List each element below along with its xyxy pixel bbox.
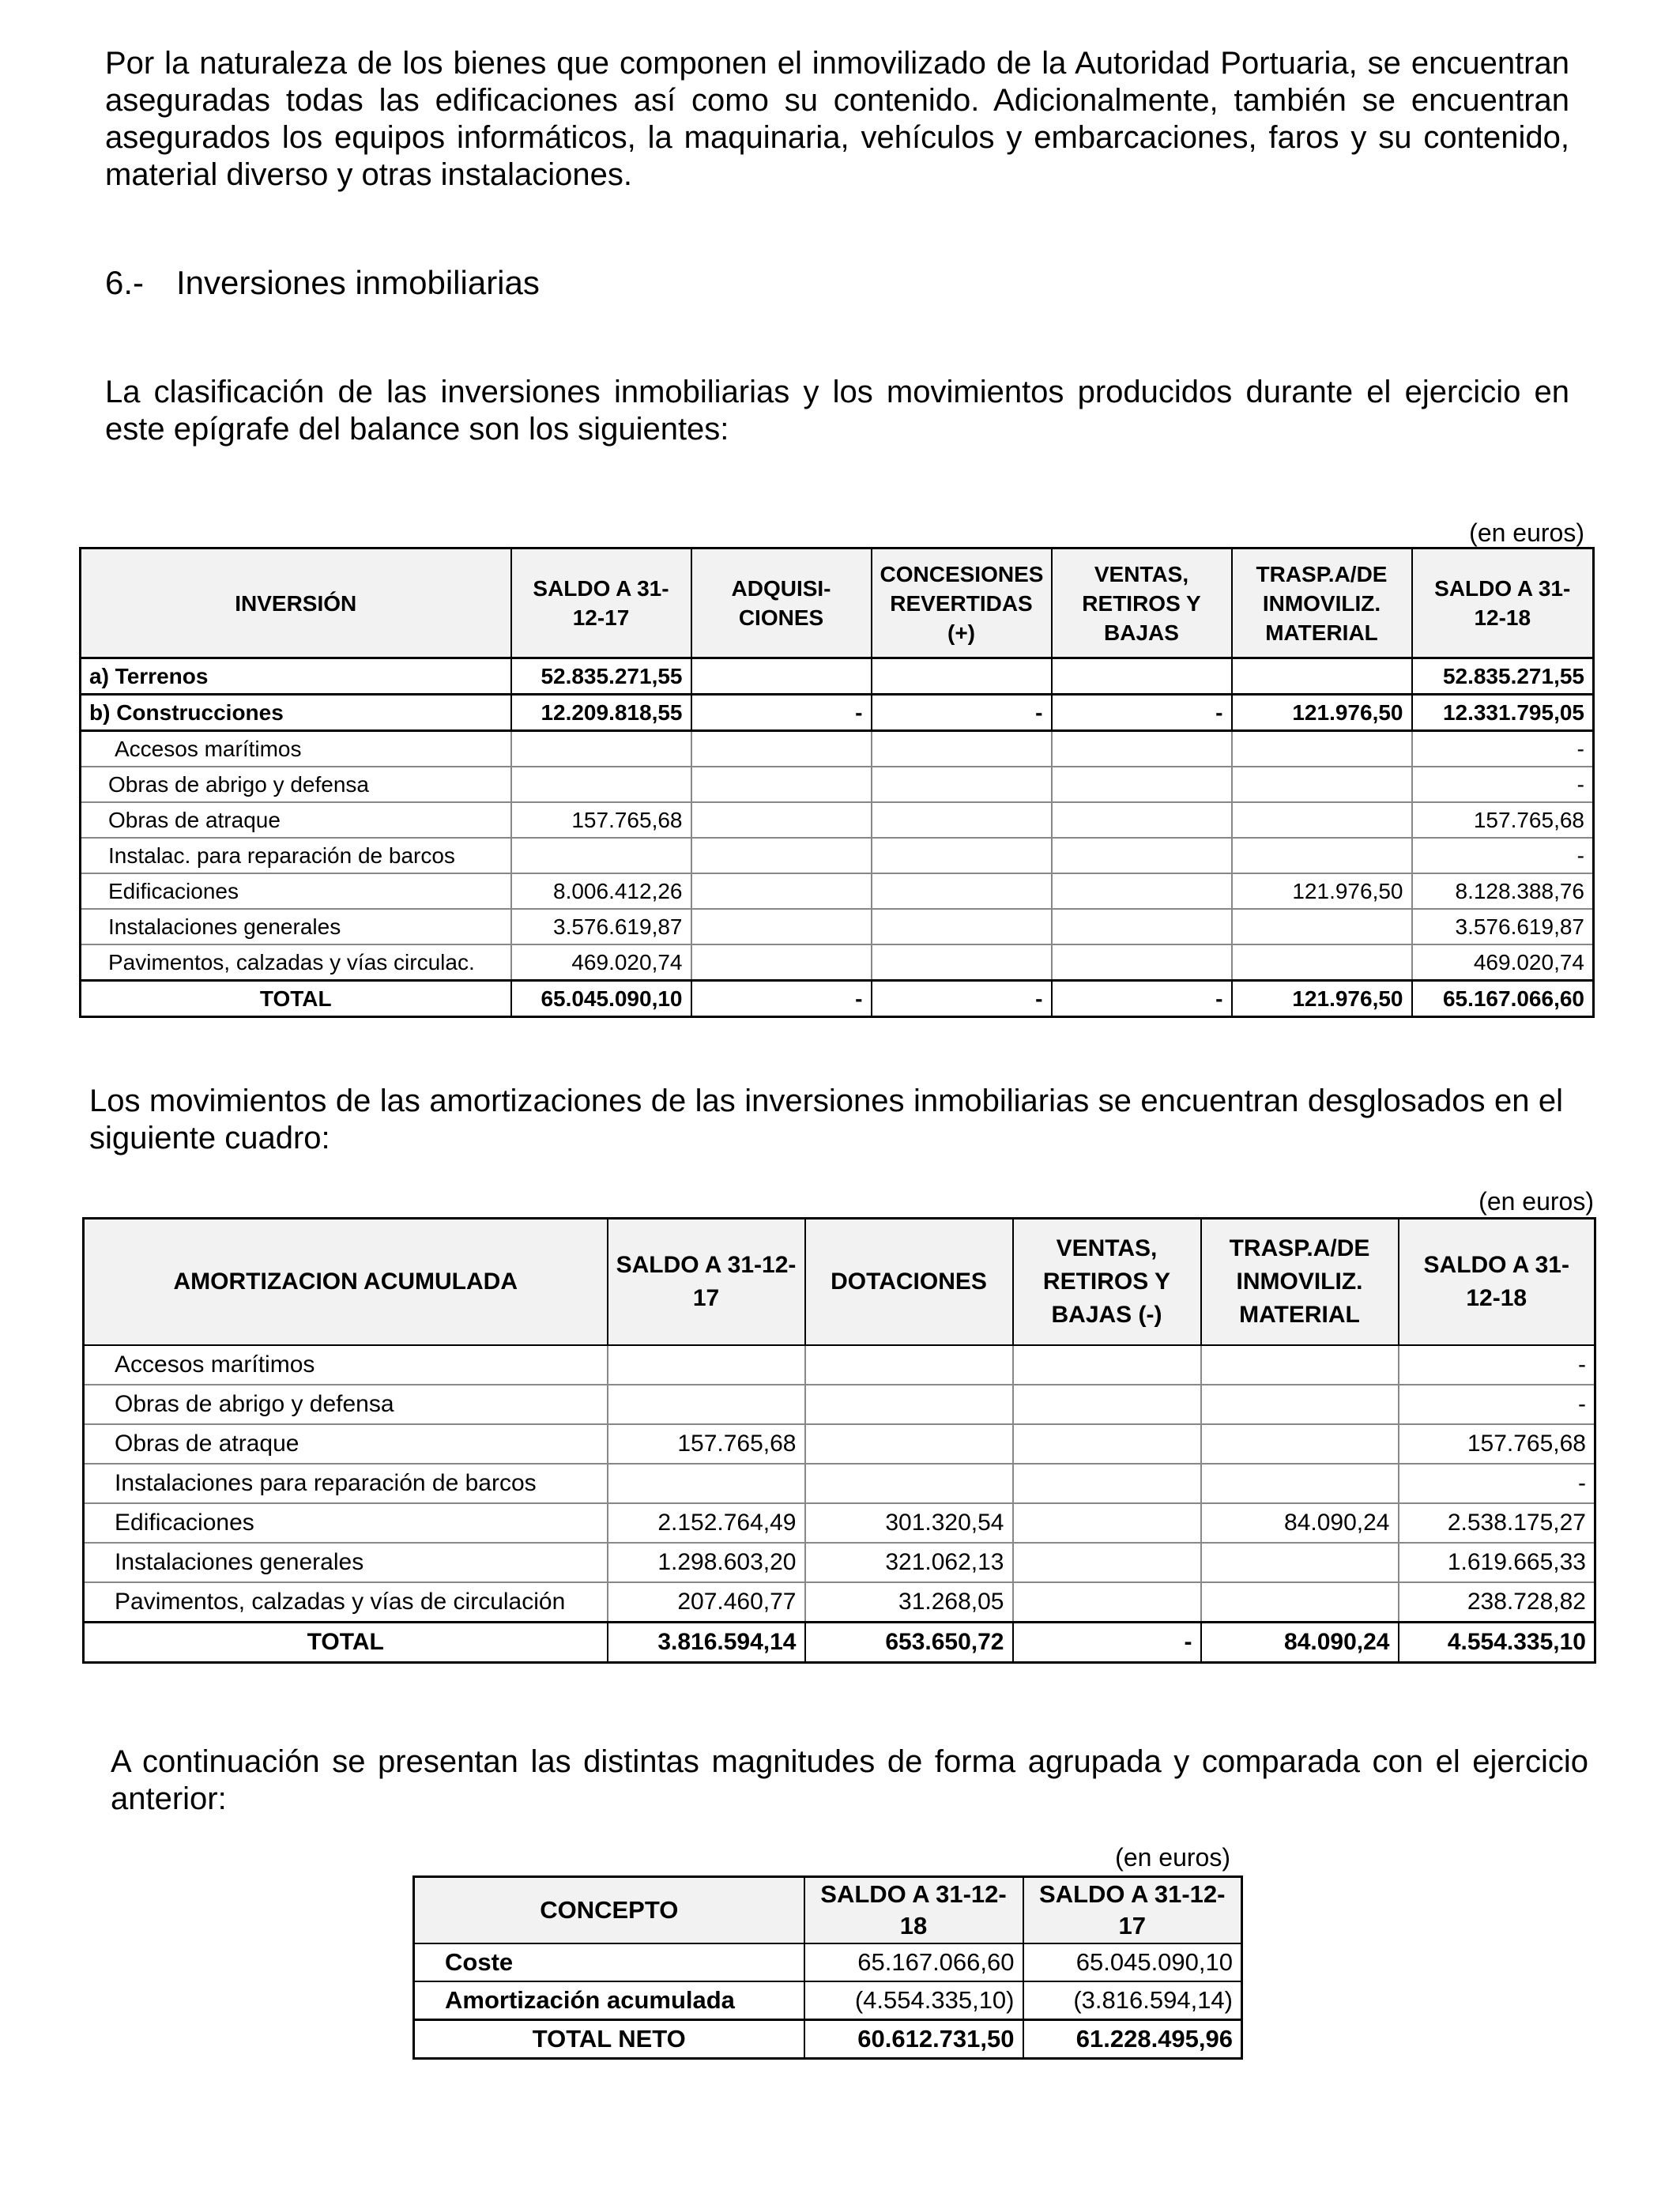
table-row: Edificaciones 2.152.764,49 301.320,54 84.090,24 2.538.175,27 — [84, 1503, 1595, 1543]
header-ventas: VENTAS, RETIROS Y BAJAS — [1052, 548, 1232, 658]
table-row: Instalac. para reparación de barcos - — [81, 838, 1594, 873]
header-amortizacion: AMORTIZACION ACUMULADA — [84, 1219, 608, 1346]
section-title: Inversiones inmobiliarias — [176, 264, 540, 301]
table-row: Obras de abrigo y defensa - — [84, 1385, 1595, 1424]
table-row: Pavimentos, calzadas y vías circulac. 469.020,74 469.020,74 — [81, 944, 1594, 981]
summary-table — [412, 1875, 1243, 2060]
header-saldo-18: SALDO A 31-12-18 — [804, 1877, 1023, 1944]
table1-unit: (en euros) — [1469, 518, 1584, 547]
table-row: Instalaciones para reparación de barcos - — [84, 1464, 1595, 1503]
header-inversion: INVERSIÓN — [81, 548, 511, 658]
table3-unit: (en euros) — [1115, 1843, 1230, 1872]
row-label: Obras de atraque — [84, 1424, 608, 1464]
header-saldo-17: SALDO A 31-12-17 — [1023, 1877, 1242, 1944]
row-label: Pavimentos, calzadas y vías de circulación — [84, 1582, 608, 1623]
section-number: 6.- — [105, 264, 145, 301]
paragraph-classification: La clasificación de las inversiones inmobiliarias y los movimientos producidos durante el ejercicio en este epígrafe del balance son los siguientes: — [105, 375, 1569, 447]
row-label: Obras de atraque — [81, 802, 511, 838]
header-concesiones: CONCESIONES REVERTIDAS (+) — [872, 548, 1052, 658]
row-label: Instalaciones generales — [84, 1543, 608, 1582]
table-row: a) Terrenos 52.835.271,55 52.835.271,55 — [81, 658, 1594, 695]
paragraph-comparison: A continuación se presentan las distintas magnitudes de forma agrupada y comparada con el ejercicio anterior: — [111, 1744, 1588, 1816]
investment-table — [79, 547, 1595, 1018]
row-label: Pavimentos, calzadas y vías circulac. — [81, 944, 511, 981]
header-saldo-17: SALDO A 31-12-17 — [608, 1219, 805, 1346]
header-saldo-18: SALDO A 31-12-18 — [1399, 1219, 1595, 1346]
table-header-row — [81, 548, 1594, 658]
row-label: Coste — [414, 1943, 804, 1981]
table-row: Accesos marítimos - — [81, 731, 1594, 767]
total-row: TOTAL NETO 60.612.731,50 61.228.495,96 — [414, 2020, 1242, 2059]
row-label: Obras de abrigo y defensa — [81, 767, 511, 802]
table2-unit: (en euros) — [1478, 1187, 1594, 1216]
total-row: TOTAL 65.045.090,10 - - - 121.976,50 65.167.066,60 — [81, 981, 1594, 1017]
table-row: Accesos marítimos - — [84, 1345, 1595, 1385]
row-label: TOTAL NETO — [414, 2020, 804, 2059]
header-traspasos: TRASP.A/DE INMOVILIZ. MATERIAL — [1201, 1219, 1399, 1346]
table-row: Coste 65.167.066,60 65.045.090,10 — [414, 1943, 1242, 1981]
row-label: Instalaciones para reparación de barcos — [84, 1464, 608, 1503]
row-label: Obras de abrigo y defensa — [84, 1385, 608, 1424]
intro-paragraph: Por la naturaleza de los bienes que componen el inmovilizado de la Autoridad Portuaria, se encuentran aseguradas todas las edificaciones así como su contenido. Adicionalmente, también se encuentran asegurados los equipos informáticos, la maquinaria, vehículos y embarcaciones, faros y su contenido, material diverso y otras instalaciones. — [105, 46, 1569, 192]
row-label: Edificaciones — [81, 873, 511, 909]
section-heading — [105, 263, 540, 303]
row-label: b) Construcciones — [81, 695, 511, 731]
header-traspasos: TRASP.A/DE INMOVILIZ. MATERIAL — [1232, 548, 1412, 658]
table-row: Instalaciones generales 1.298.603,20 321.062,13 1.619.665,33 — [84, 1543, 1595, 1582]
row-label: TOTAL — [81, 981, 511, 1017]
row-label: Instalaciones generales — [81, 909, 511, 944]
table-row: Edificaciones 8.006.412,26 121.976,50 8.128.388,76 — [81, 873, 1594, 909]
table-row: b) Construcciones 12.209.818,55 - - - 121.976,50 12.331.795,05 — [81, 695, 1594, 731]
table-row: Obras de abrigo y defensa - — [81, 767, 1594, 802]
header-adquisiciones: ADQUISI- CIONES — [691, 548, 872, 658]
table-row: Amortización acumulada (4.554.335,10) (3.816.594,14) — [414, 1981, 1242, 2020]
amortization-table — [82, 1217, 1596, 1664]
row-label: Edificaciones — [84, 1503, 608, 1543]
row-label: Amortización acumulada — [414, 1981, 804, 2020]
row-label: TOTAL — [84, 1623, 608, 1663]
header-saldo-17: SALDO A 31-12-17 — [511, 548, 691, 658]
row-label: Accesos marítimos — [81, 731, 511, 767]
header-concepto: CONCEPTO — [414, 1877, 804, 1944]
header-saldo-18: SALDO A 31-12-18 — [1412, 548, 1594, 658]
total-row: TOTAL 3.816.594,14 653.650,72 - 84.090,24 4.554.335,10 — [84, 1623, 1595, 1663]
row-label: Accesos marítimos — [84, 1345, 608, 1385]
table-row: Pavimentos, calzadas y vías de circulación 207.460,77 31.268,05 238.728,82 — [84, 1582, 1595, 1623]
table-header-row — [84, 1219, 1595, 1346]
table-row: Instalaciones generales 3.576.619,87 3.576.619,87 — [81, 909, 1594, 944]
header-dotaciones: DOTACIONES — [805, 1219, 1013, 1346]
table-header-row — [414, 1877, 1242, 1944]
table-row: Obras de atraque 157.765,68 157.765,68 — [81, 802, 1594, 838]
table-row: Obras de atraque 157.765,68 157.765,68 — [84, 1424, 1595, 1464]
header-ventas: VENTAS, RETIROS Y BAJAS (-) — [1013, 1219, 1201, 1346]
row-label: Instalac. para reparación de barcos — [81, 838, 511, 873]
paragraph-amortization: Los movimientos de las amortizaciones de las inversiones inmobiliarias se encuentran desglosados en el siguiente cuadro: — [89, 1084, 1563, 1155]
row-label: a) Terrenos — [81, 658, 511, 695]
